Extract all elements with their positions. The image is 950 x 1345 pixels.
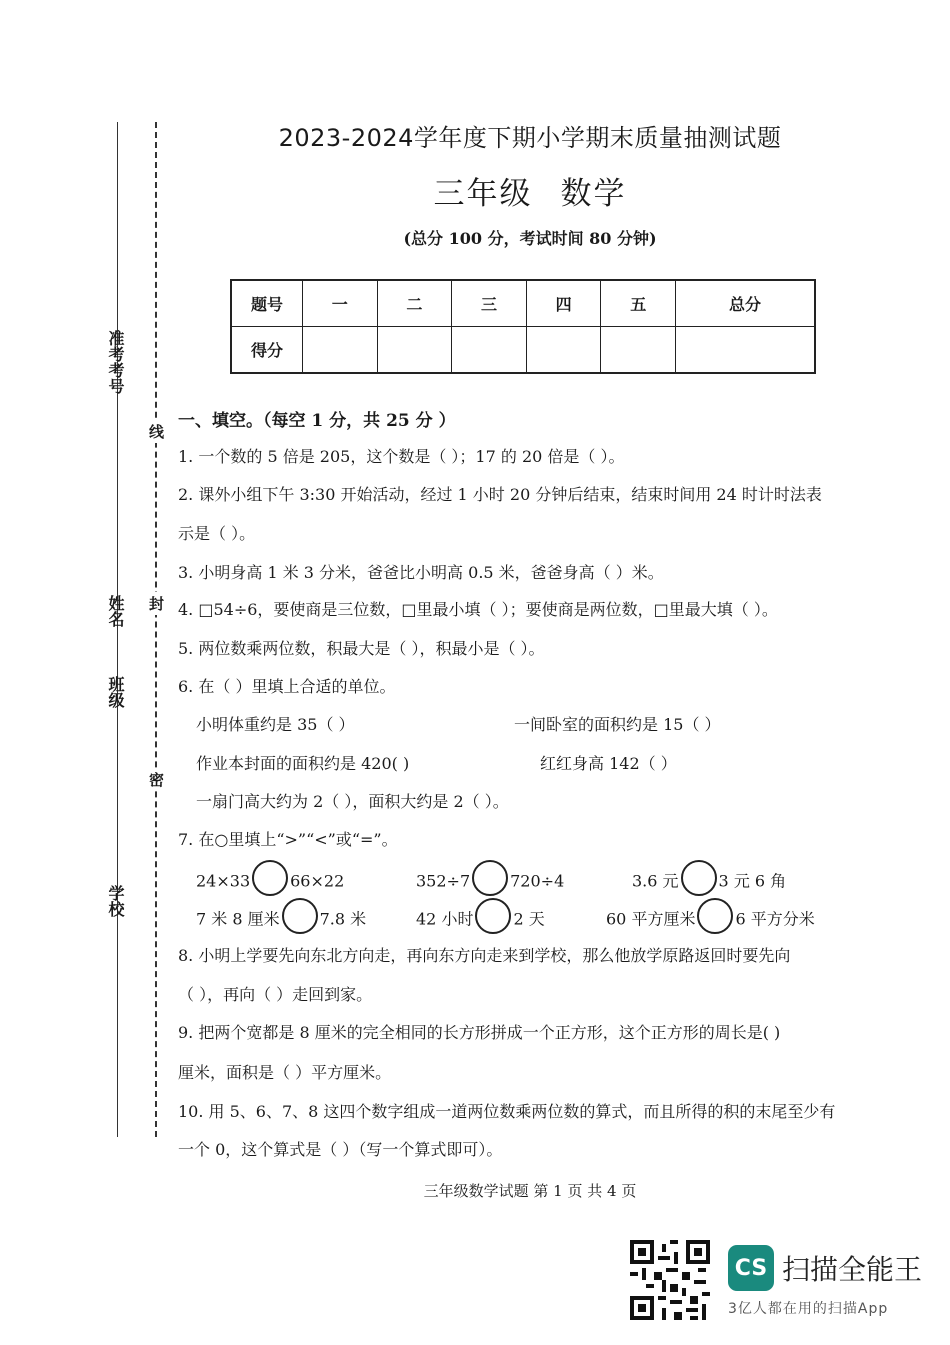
seal-line-mark: 线 [146, 420, 167, 443]
score-table-header-row [231, 280, 815, 327]
exam-title: 2023-2024学年度下期小学期末质量抽测试题 [278, 124, 782, 152]
cs-logo-icon: CS [728, 1245, 774, 1291]
question-6c: 作业本封面的面积约是 420( ) [196, 754, 410, 773]
score-cell [303, 327, 378, 374]
page-footer: 三年级数学试题 第 1 页 共 4 页 [423, 1182, 637, 1200]
question-6d: 红红身高 142（ ） [540, 754, 677, 773]
score-cell: 二 [377, 280, 452, 327]
score-cell [526, 327, 601, 374]
question-6a: 小明体重约是 35（ ） [196, 715, 355, 734]
answer-circle[interactable] [282, 898, 318, 934]
question-2-line1: 2. 课外小组下午 3:30 开始活动，经过 1 小时 20 分钟后结束，结束时间用 24 时计时法表 [178, 485, 822, 504]
margin-solid-line [117, 122, 118, 1137]
seal-mi-mark: 密 [146, 768, 167, 791]
school-label: 学校 [106, 885, 125, 917]
answer-circle[interactable] [252, 860, 288, 896]
answer-circle[interactable] [475, 898, 511, 934]
question-9-line1: 9. 把两个宽都是 8 厘米的完全相同的长方形拼成一个正方形，这个正方形的周长是( ) [178, 1023, 781, 1042]
qr-code-icon [630, 1240, 710, 1320]
question-8-line2: （ ），再向（ ）走回到家。 [178, 985, 373, 1004]
class-label: 班级 [106, 676, 125, 708]
compare-item: 352÷7 720÷4 [416, 864, 564, 900]
grade-subject [0, 168, 950, 213]
question-2-line2: 示是（ ）。 [178, 524, 256, 543]
score-cell [452, 327, 527, 374]
answer-circle[interactable] [697, 898, 733, 934]
exam-info: (总分 100 分，考试时间 80 分钟) [403, 229, 657, 248]
question-8-line1: 8. 小明上学要先向东北方向走，再向东方向走来到学校，那么他放学原路返回时要先向 [178, 946, 791, 965]
scanner-slogan: 3亿人都在用的扫描App [728, 1301, 889, 1317]
question-4: 4. □54÷6，要使商是三位数，□里最小填（ ）；要使商是两位数，□里最大填（ ）。 [178, 600, 778, 619]
score-cell: 四 [526, 280, 601, 327]
seal-feng-mark: 封 [146, 592, 167, 615]
question-6: 6. 在（ ）里填上合适的单位。 [178, 677, 396, 696]
score-cell: 题号 [231, 280, 303, 327]
compare-item: 24×33 66×22 [196, 864, 344, 900]
answer-circle[interactable] [472, 860, 508, 896]
score-cell [377, 327, 452, 374]
score-cell: 总分 [676, 280, 815, 327]
question-9-line2: 厘米，面积是（ ）平方厘米。 [178, 1063, 392, 1082]
question-5: 5. 两位数乘两位数，积最大是（ ），积最小是（ ）。 [178, 639, 545, 658]
name-label: 姓名 [106, 595, 125, 627]
score-cell: 五 [601, 280, 676, 327]
score-table [230, 279, 816, 374]
question-6e: 一扇门高大约为 2（ ），面积大约是 2（ ）。 [196, 792, 509, 811]
compare-item: 7 米 8 厘米 7.8 米 [196, 902, 366, 938]
score-cell: 三 [452, 280, 527, 327]
question-3: 3. 小明身高 1 米 3 分米，爸爸比小明高 0.5 米，爸爸身高（ ）米。 [178, 563, 664, 582]
question-6b: 一间卧室的面积约是 15（ ） [514, 715, 721, 734]
compare-item: 42 小时 2 天 [416, 902, 545, 938]
score-cell: 得分 [231, 327, 303, 374]
exam-number-label: 准考考号 [106, 330, 125, 394]
score-table-score-row [231, 327, 815, 374]
question-10-line1: 10. 用 5、6、7、8 这四个数字组成一道两位数乘两位数的算式，而且所得的积的末尾至少有 [178, 1102, 836, 1121]
score-cell [601, 327, 676, 374]
section-heading: 一、填空。（每空 1 分，共 25 分 ） [178, 411, 456, 431]
score-cell [676, 327, 815, 374]
question-7: 7. 在○里填上“>”“<”或“=”。 [178, 830, 398, 849]
question-10-line2: 一个 0，这个算式是（ ）（写一个算式即可）。 [178, 1140, 503, 1159]
answer-circle[interactable] [681, 860, 717, 896]
subject: 数学 [560, 176, 627, 212]
margin-dashed-line [155, 122, 157, 1137]
scanner-app-name: 扫描全能王 [782, 1253, 923, 1286]
compare-item: 3.6 元 3 元 6 角 [632, 864, 786, 900]
question-1: 1. 一个数的 5 倍是 205，这个数是（ ）；17 的 20 倍是（ ）。 [178, 447, 625, 466]
grade: 三年级 [433, 176, 533, 212]
compare-item: 60 平方厘米 6 平方分米 [606, 902, 815, 938]
score-cell: 一 [303, 280, 378, 327]
